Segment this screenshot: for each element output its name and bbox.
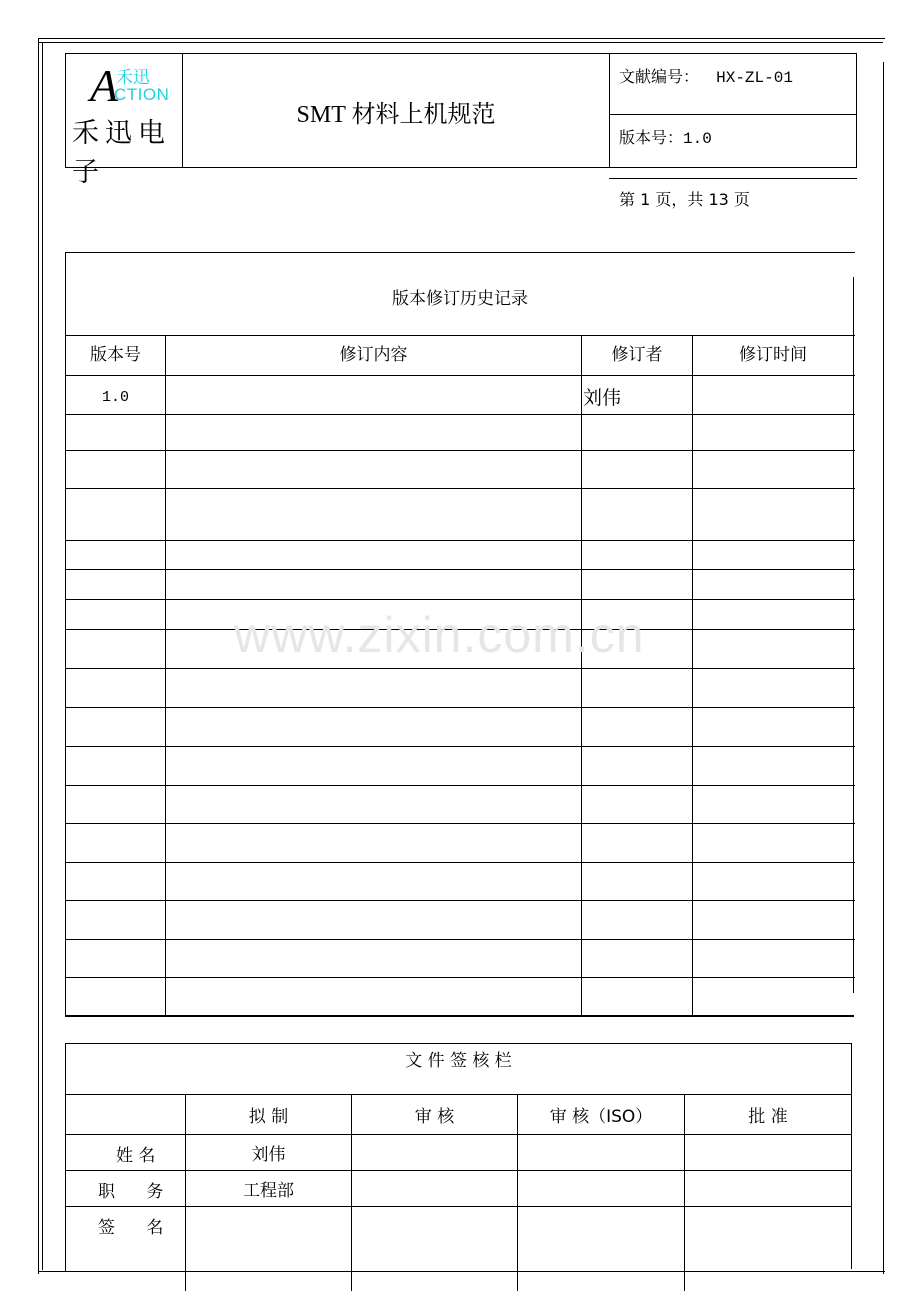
revision-table-top xyxy=(65,252,855,253)
logo-letter: A xyxy=(90,60,119,111)
signoff-table-right xyxy=(851,1043,852,1269)
revision-row-line xyxy=(65,785,855,786)
company-logo xyxy=(68,57,180,188)
doc-number-value: HX-ZL-01 xyxy=(716,69,793,87)
signoff-rule xyxy=(65,1206,851,1207)
page-info: 第 1 页，共 13 页 xyxy=(619,190,750,209)
signoff-title: 文 件 签 核 栏 xyxy=(405,1051,512,1071)
signoff-col-draft: 拟 制 xyxy=(248,1107,289,1127)
revision-row-line xyxy=(65,599,855,600)
table-row-reviser: 刘伟 xyxy=(583,387,622,409)
signoff-label-title: 职 务 xyxy=(98,1182,164,1202)
revision-row-line xyxy=(65,939,855,940)
signoff-col-approve: 批 准 xyxy=(748,1107,788,1127)
revision-row-line xyxy=(65,900,855,901)
version-value: 1.0 xyxy=(683,130,712,148)
col-header-reviser: 修订者 xyxy=(611,344,663,365)
signoff-label-signature: 签 名 xyxy=(98,1218,164,1238)
col-header-version: 版本号 xyxy=(90,344,141,365)
revision-row-line xyxy=(65,414,855,415)
revision-row-line xyxy=(65,977,855,978)
revision-row-line xyxy=(65,540,855,541)
page-border-top xyxy=(38,38,885,39)
col-header-date: 修订时间 xyxy=(739,344,807,365)
revision-row-line xyxy=(65,707,855,708)
logo-company-name: 禾迅电子 xyxy=(72,118,171,188)
version-label: 版本号： xyxy=(619,128,684,147)
revision-row-line xyxy=(65,488,855,489)
header-divider xyxy=(609,53,610,168)
signoff-rule xyxy=(65,1170,851,1171)
page-border-left xyxy=(38,38,39,1274)
signoff-table-left xyxy=(65,1043,66,1272)
table-row-version: 1.0 xyxy=(101,388,129,406)
signoff-title-draft: 工程部 xyxy=(243,1181,294,1201)
revision-row-line xyxy=(65,335,855,336)
col-header-content: 修订内容 xyxy=(339,344,408,365)
revision-row-line xyxy=(65,746,855,747)
revision-table-bottom xyxy=(65,1015,854,1017)
revision-row-line xyxy=(65,823,855,824)
header-divider xyxy=(609,114,857,115)
signoff-col-review-iso: 审 核（ISO） xyxy=(549,1107,653,1127)
revision-row-line xyxy=(65,375,855,376)
revision-col-line xyxy=(581,335,582,1016)
page-border-left-inner xyxy=(42,42,43,1270)
doc-number-label: 文献编号： xyxy=(619,67,700,86)
document-title: SMT 材料上机规范 xyxy=(296,101,496,128)
revision-row-line xyxy=(65,668,855,669)
revision-row-line xyxy=(65,450,855,451)
revision-col-line xyxy=(692,335,693,1016)
doc-number xyxy=(619,64,793,87)
signoff-name-draft: 刘伟 xyxy=(251,1145,286,1165)
revision-row-line xyxy=(65,862,855,863)
page-info-rule xyxy=(609,178,857,179)
logo-name-latin: CTION xyxy=(114,85,170,104)
revision-table-title: 版本修订历史记录 xyxy=(392,288,528,309)
signoff-label-name: 姓 名 xyxy=(116,1146,156,1166)
logo-name-small: 禾迅 xyxy=(116,68,150,88)
revision-table-right xyxy=(853,277,854,993)
signoff-col-review: 审 核 xyxy=(414,1107,455,1127)
watermark: www.zixin.com.cn xyxy=(234,607,645,663)
page-border-bottom xyxy=(38,1271,885,1272)
version xyxy=(619,125,712,148)
page-border-right xyxy=(883,62,884,1274)
revision-row-line xyxy=(65,569,855,570)
revision-col-line xyxy=(165,335,166,1016)
signoff-rule xyxy=(65,1134,851,1135)
signoff-table-top xyxy=(65,1043,851,1044)
page-border-top-inner xyxy=(38,42,883,43)
